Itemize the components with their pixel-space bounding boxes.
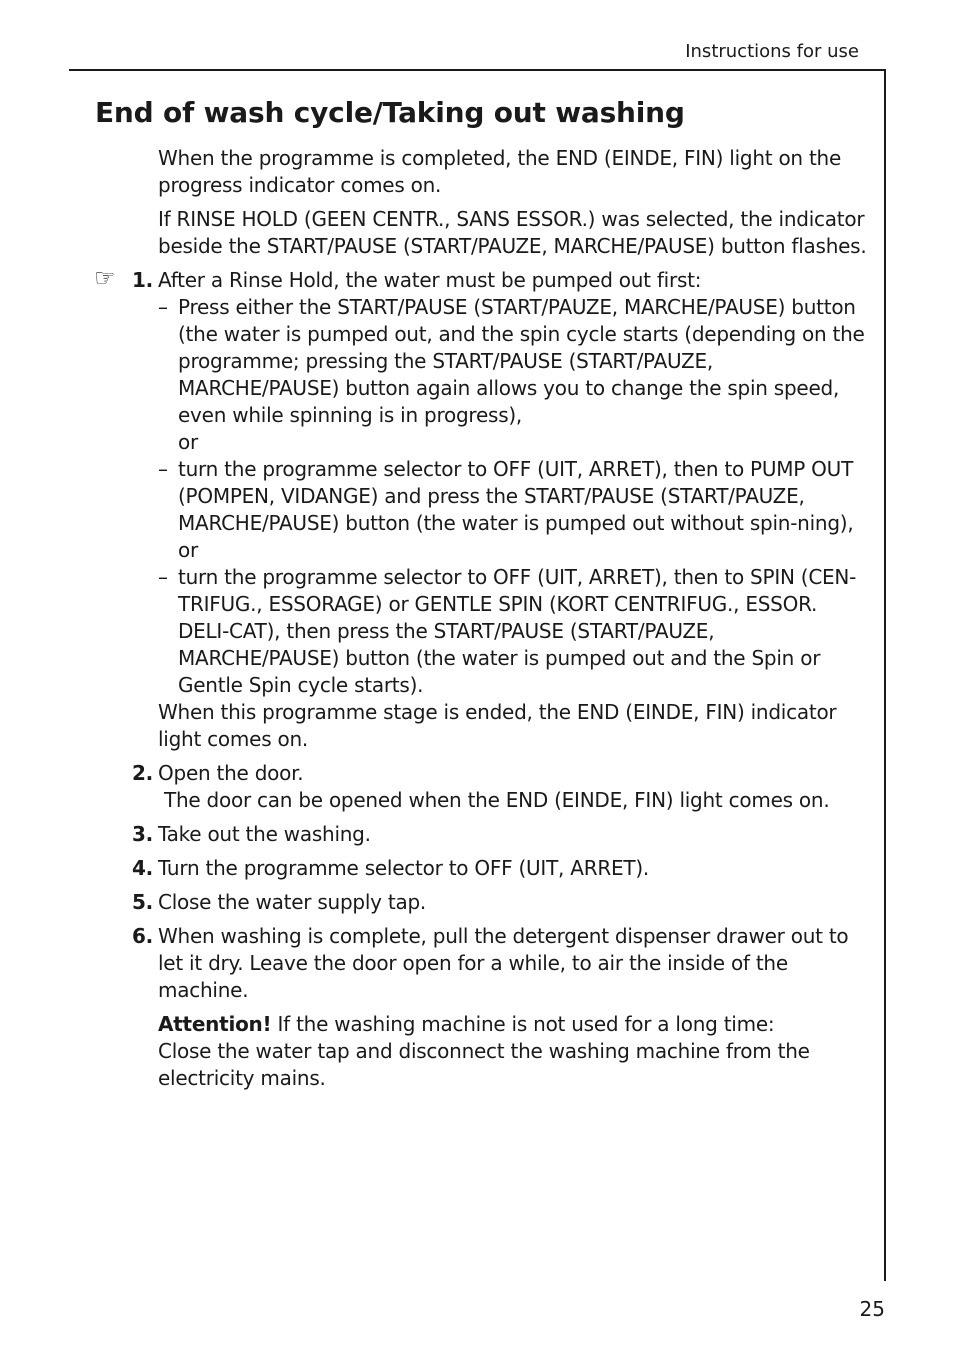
option-1 bbox=[0, 294, 868, 429]
pointing-hand-icon: ☞ bbox=[94, 264, 116, 292]
step-1-result: When this programme stage is ended, the END (EINDE, FIN) indicator light comes on. bbox=[158, 700, 837, 751]
step-2 bbox=[0, 760, 868, 787]
dash-bullet: – bbox=[158, 565, 168, 589]
option-3 bbox=[0, 564, 868, 699]
attention-note bbox=[0, 1011, 868, 1092]
step-5 bbox=[0, 889, 868, 916]
dash-bullet: – bbox=[158, 457, 168, 481]
running-header: Instructions for use bbox=[685, 41, 859, 62]
attention-text: If the washing machine is not used for a long time: bbox=[271, 1012, 775, 1036]
option-text: turn the programme selector to OFF (UIT, ARRET), then to SPIN (CEN-TRIFUG., ESSORAGE) or GENTLE SPIN (KORT CENTRIFUG., ESSOR. DELI-CAT), then press the START/PAUSE (START/PAUZE, MARCHE/PAUSE) button (the water is pumped out and the Spin or Gentle Spin cycle starts). bbox=[178, 565, 857, 697]
step-number: 6. bbox=[132, 924, 154, 948]
option-2 bbox=[0, 456, 868, 537]
step-1 bbox=[0, 264, 868, 294]
step-text: When washing is complete, pull the detergent dispenser drawer out to let it dry. Leave the door open for a while, to air the inside of the machine. bbox=[158, 924, 849, 1002]
step-number: 1. bbox=[132, 268, 154, 292]
step-text: Take out the washing. bbox=[158, 822, 371, 846]
intro-paragraph-2: If RINSE HOLD (GEEN CENTR., SANS ESSOR.) was selected, the indicator beside the START/PAUSE (START/PAUZE, MARCHE/PAUSE) button flashes. bbox=[158, 207, 867, 258]
or-separator: or bbox=[178, 430, 198, 454]
step-number: 3. bbox=[132, 822, 154, 846]
attention-label: Attention! bbox=[158, 1012, 272, 1036]
or-separator: or bbox=[178, 538, 198, 562]
step-4 bbox=[0, 855, 868, 882]
option-text: Press either the START/PAUSE (START/PAUZE, MARCHE/PAUSE) button (the water is pumped out, and the spin cycle starts (depending on the programme; pressing the START/PAUSE (START/PAUZE, MARCHE/PAUSE) button again allows you to change the spin speed, even while spinning is in progress), bbox=[178, 295, 865, 427]
step-text: Turn the programme selector to OFF (UIT, ARRET). bbox=[158, 856, 649, 880]
step-text: Open the door. bbox=[158, 761, 304, 785]
step-text: Close the water supply tap. bbox=[158, 890, 426, 914]
content bbox=[0, 145, 954, 1092]
option-text: turn the programme selector to OFF (UIT, ARRET), then to PUMP OUT (POMPEN, VIDANGE) and press the START/PAUSE (START/PAUZE, MARCHE/PAUSE) button (the water is pumped out without spin-ning), bbox=[178, 457, 854, 535]
header-rule bbox=[69, 69, 886, 71]
step-number: 5. bbox=[132, 890, 154, 914]
page-number: 25 bbox=[859, 1297, 885, 1321]
dash-bullet: – bbox=[158, 295, 168, 319]
step-2-note: The door can be opened when the END (EINDE, FIN) light comes on. bbox=[164, 788, 830, 812]
step-text: After a Rinse Hold, the water must be pumped out first: bbox=[158, 268, 702, 292]
step-3 bbox=[0, 821, 868, 848]
step-number: 4. bbox=[132, 856, 154, 880]
attention-text-2: Close the water tap and disconnect the washing machine from the electricity mains. bbox=[158, 1039, 810, 1090]
step-6 bbox=[0, 923, 868, 1004]
intro-paragraph-1: When the programme is completed, the END (EINDE, FIN) light on the progress indicator comes on. bbox=[158, 146, 842, 197]
page-title: End of wash cycle/Taking out washing bbox=[95, 96, 685, 129]
step-number: 2. bbox=[132, 761, 154, 785]
